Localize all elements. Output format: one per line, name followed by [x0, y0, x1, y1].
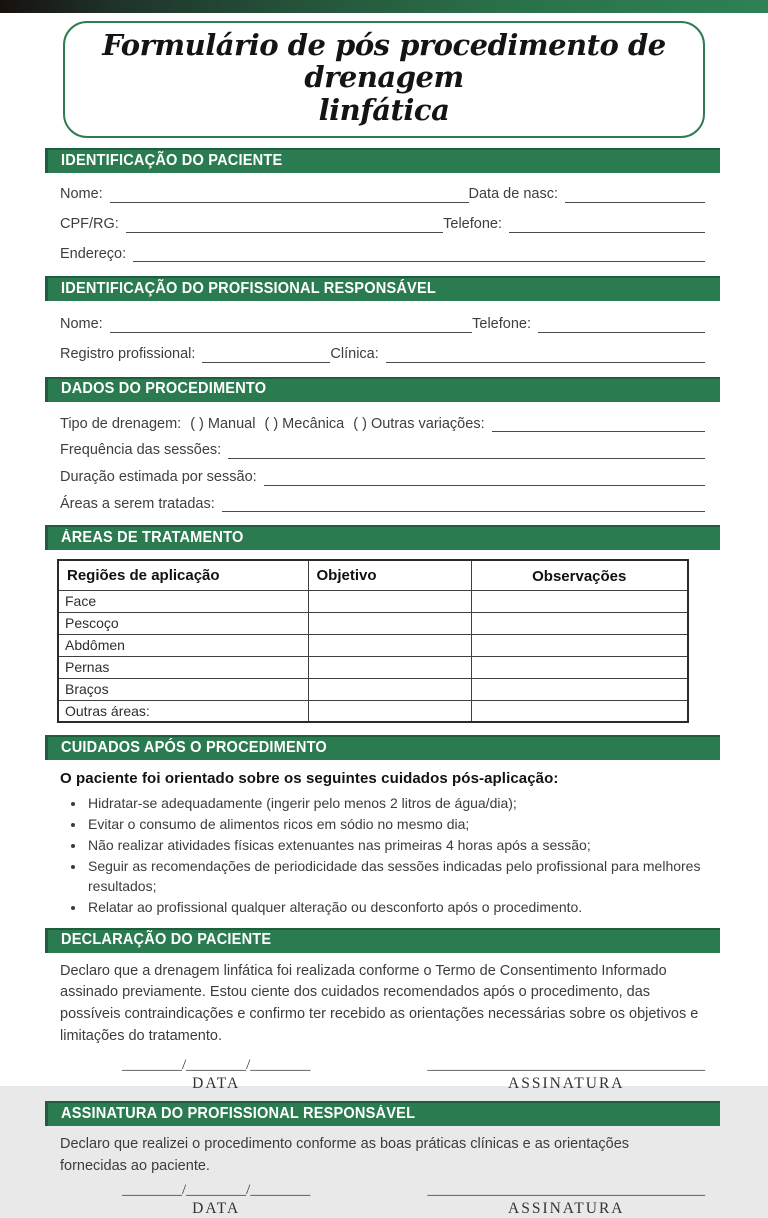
form-title-box: [63, 21, 705, 138]
telefone-field-line: [509, 227, 705, 233]
treatment-areas-table: [57, 559, 689, 723]
professional-row-registry-clinic: [60, 346, 705, 363]
registro-label: Registro profissional:: [60, 346, 196, 363]
observacoes-cell-empty: [471, 700, 688, 722]
objetivo-cell-empty: [308, 634, 471, 656]
professional-signature-line: _____________________________________: [427, 1181, 705, 1198]
region-cell-outras-areas: Outras áreas:: [58, 700, 308, 722]
objetivo-cell-empty: [308, 678, 471, 700]
care-bullet-exercise: • Não realizar atividades físicas extenuantes nas primeiras 4 horas após a sessão;: [86, 836, 708, 856]
section-header-professional-signature: [45, 1101, 720, 1126]
patient-signature-label: ASSINATURA: [508, 1075, 625, 1093]
frequencia-label: Frequência das sessões:: [60, 442, 222, 459]
section-header-patient-declaration-label: DECLARAÇÃO DO PACIENTE: [61, 931, 272, 949]
section-header-care: [45, 735, 720, 760]
professional-fields: [60, 316, 705, 362]
outras-variacoes-field-line: [492, 426, 705, 432]
table-row: [58, 590, 688, 612]
procedure-row-type: [60, 416, 705, 433]
checkbox-mecanica: ( ) Mecânica: [264, 415, 345, 432]
objetivo-cell-empty: [308, 656, 471, 678]
region-cell-face: Face: [58, 590, 308, 612]
column-header-objetivo: Objetivo: [308, 560, 471, 590]
procedure-row-frequency: [60, 442, 705, 459]
professional-date-label: DATA: [192, 1200, 241, 1218]
care-bullet-list: [86, 794, 708, 917]
professional-date-block: [122, 1182, 310, 1218]
patient-declaration-text: Declaro que a drenagem linfática foi realizada conforme o Termo de Consentimento Informado assinado previamente. Estou ciente dos cuidados recomendados após o procedimento, das possíveis contraindicações e confirmo ter recebido as orientações necessárias sobre os objetivos e limitações do tratamento.: [60, 962, 699, 1044]
table-row: [58, 612, 688, 634]
cpf-rg-field-line: [126, 227, 443, 233]
procedure-fields: [60, 416, 705, 513]
checkbox-outras-variacoes: ( ) Outras variações:: [353, 415, 485, 432]
region-cell-abdomen: Abdômen: [58, 634, 308, 656]
section-header-procedure-label: DADOS DO PROCEDIMENTO: [61, 380, 267, 398]
page-title-line1: Formulário de pós procedimento de drenagem: [102, 28, 666, 95]
professional-signature-area: [428, 1182, 706, 1218]
procedure-row-duration: [60, 469, 705, 486]
observacoes-cell-empty: [471, 590, 688, 612]
patient-row-cpf-phone: [60, 216, 705, 233]
patient-row-address: [60, 246, 705, 263]
objetivo-cell-empty: [308, 700, 471, 722]
column-header-observacoes: Observações: [471, 560, 688, 590]
section-header-patient-declaration: [45, 928, 720, 953]
section-header-treatment-areas: [45, 525, 720, 550]
duracao-field-line: [264, 480, 705, 486]
endereco-label: Endereço:: [60, 245, 127, 262]
care-bullet-hydration: • Hidratar-se adequadamente (ingerir pelo menos 2 litros de água/dia);: [86, 794, 708, 814]
section-header-professional-signature-label: ASSINATURA DO PROFISSIONAL RESPONSÁVEL: [61, 1104, 416, 1122]
region-cell-pescoco: Pescoço: [58, 612, 308, 634]
frequencia-field-line: [228, 453, 705, 459]
section-header-professional-label: IDENTIFICAÇÃO DO PROFISSIONAL RESPONSÁVEL: [61, 279, 436, 297]
table-header-row: [58, 560, 688, 590]
endereco-field-line: [133, 256, 705, 262]
page-title-line2: linfática: [318, 92, 450, 127]
checkbox-manual: ( ) Manual: [190, 415, 256, 432]
prof-telefone-field-line: [538, 327, 705, 333]
section-header-treatment-areas-label: ÁREAS DE TRATAMENTO: [61, 528, 244, 546]
clinica-field-line: [386, 357, 705, 363]
patient-date-label: DATA: [192, 1075, 241, 1093]
region-cell-bracos: Braços: [58, 678, 308, 700]
section-header-patient-label: IDENTIFICAÇÃO DO PACIENTE: [61, 151, 283, 169]
clinica-label: Clínica:: [330, 346, 379, 363]
section-header-procedure: [45, 377, 720, 402]
care-intro-text: O paciente foi orientado sobre os seguintes cuidados pós-aplicação:: [60, 770, 559, 788]
telefone-label: Telefone:: [443, 216, 502, 233]
region-cell-pernas: Pernas: [58, 656, 308, 678]
professional-date-line: ________/________/________: [122, 1181, 311, 1198]
areas-tratadas-label: Áreas a serem tratadas:: [60, 495, 215, 512]
observacoes-cell-empty: [471, 612, 688, 634]
care-bullet-sodium: • Evitar o consumo de alimentos ricos em sódio no mesmo dia;: [86, 815, 708, 835]
professional-row-name-phone: [60, 316, 705, 333]
duracao-label: Duração estimada por sessão:: [60, 469, 257, 486]
patient-signature-line: _____________________________________: [427, 1056, 705, 1073]
patient-signature-area: [428, 1057, 706, 1094]
section-header-care-label: CUIDADOS APÓS O PROCEDIMENTO: [61, 738, 327, 756]
areas-tratadas-field-line: [222, 506, 705, 512]
prof-telefone-label: Telefone:: [472, 316, 531, 333]
section-header-patient: [45, 148, 720, 173]
table-row: [58, 634, 688, 656]
observacoes-cell-empty: [471, 634, 688, 656]
nome-field-line: [110, 197, 469, 203]
care-bullet-report: • Relatar ao profissional qualquer alteração ou desconforto após o procedimento.: [86, 898, 708, 918]
table-row: [58, 656, 688, 678]
patient-signature-block: [60, 1057, 705, 1094]
procedure-row-areas: [60, 496, 705, 513]
patient-date-line: ________/________/________: [122, 1056, 311, 1073]
professional-signature-label: ASSINATURA: [508, 1200, 625, 1218]
professional-signature-block: [60, 1182, 705, 1218]
tipo-drenagem-label: Tipo de drenagem:: [60, 415, 182, 432]
professional-declaration-text: Declaro que realizei o procedimento conforme as boas práticas clínicas e as orientações fornecidas ao paciente.: [60, 1136, 630, 1174]
column-header-regioes: Regiões de aplicação: [58, 560, 308, 590]
cpf-rg-label: CPF/RG:: [60, 216, 119, 233]
top-gradient-bar: [0, 0, 768, 13]
observacoes-cell-empty: [471, 656, 688, 678]
patient-row-name-birth: [60, 186, 705, 203]
nome-label: Nome:: [60, 186, 103, 203]
objetivo-cell-empty: [308, 590, 471, 612]
table-row: [58, 700, 688, 722]
table-row: [58, 678, 688, 700]
registro-field-line: [202, 357, 330, 363]
patient-date-block: [122, 1057, 310, 1094]
prof-nome-field-line: [110, 327, 472, 333]
care-bullet-periodicity: • Seguir as recomendações de periodicidade das sessões indicadas pelo profissional para melhores resultados;: [86, 857, 708, 897]
data-nasc-field-line: [565, 197, 705, 203]
data-nasc-label: Data de nasc:: [468, 186, 558, 203]
section-header-professional: [45, 276, 720, 301]
observacoes-cell-empty: [471, 678, 688, 700]
objetivo-cell-empty: [308, 612, 471, 634]
prof-nome-label: Nome:: [60, 316, 103, 333]
patient-fields: [60, 186, 705, 262]
